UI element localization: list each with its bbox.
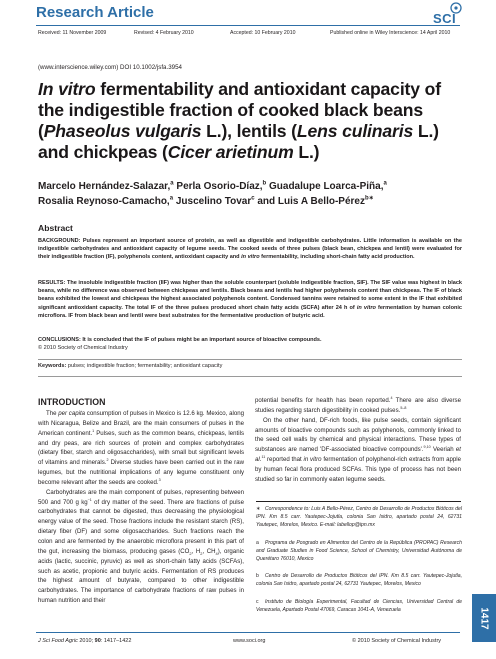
reference-mark[interactable]: 5–8 xyxy=(400,405,407,410)
reference-mark[interactable]: 1 xyxy=(92,428,95,433)
footer-website[interactable]: www.soci.org xyxy=(233,638,266,644)
section-label: BACKGROUND: xyxy=(38,238,81,244)
footnote-correspondence xyxy=(256,506,462,530)
revised-date: Revised: 4 February 2010 xyxy=(134,30,194,36)
journal-volume: 90 xyxy=(94,638,101,644)
subscript: 4 xyxy=(215,551,218,557)
footer-citation xyxy=(38,638,131,644)
footnote-rule xyxy=(256,501,461,502)
affiliation-mark: b∗ xyxy=(364,195,374,202)
journal-pages: : 1417–1422 xyxy=(100,638,132,644)
section-label: Research Article xyxy=(36,4,154,21)
title-part: L.) and chickpeas ( xyxy=(38,121,439,162)
title-part: L.) xyxy=(293,142,320,162)
footnote-text: Correspondence to: Luis A Bello-Pérez, Centro de Desarrollo de Productos Bióticos del IPN. Km 8.5 carr. Yautepec-Jojutla, colonia San Isidro, apartado postal 24, 62731 Yautepec, Morelos, Mexico. E-mail: labellop@ipn.mx xyxy=(256,506,462,528)
body-text: reported that xyxy=(265,456,304,464)
subscript: 2 xyxy=(189,551,192,557)
abstract-copyright: © 2010 Society of Chemical Industry xyxy=(38,345,128,351)
body-text: per capita xyxy=(58,410,86,417)
keywords-line xyxy=(38,363,222,369)
keywords-rule-top xyxy=(38,359,462,360)
body-text: fermentation of polyphenol-rich extracts from apple by human fecal flora produced SCFAs. This type of process has not been studied so far in commonly eaten legume seeds. xyxy=(255,456,461,483)
logo-text: SCI xyxy=(433,11,457,26)
footnote-mark: a xyxy=(256,540,259,546)
body-text: Carbohydrates are the main component of pulses, representing between 500 and 700 g kg xyxy=(38,488,244,506)
abstract-text: fermentability, including short-chain fatty acid production. xyxy=(259,254,415,261)
introduction-heading: INTRODUCTION xyxy=(38,397,106,407)
unit-exponent: −1 xyxy=(87,497,92,502)
title-part: In vitro xyxy=(38,79,96,99)
abstract-background xyxy=(38,237,462,262)
journal-year: 2010; xyxy=(77,638,95,644)
affiliation-mark: a xyxy=(170,180,174,187)
footer-rule xyxy=(36,632,460,633)
body-text: , H xyxy=(191,547,201,555)
footnote-text: Centro de Desarrollo de Productos Bióticos del IPN. Km 8.5 carr. Yautepec-Jojutla, colonia San Isidro, apartado postal 24, 62731 Yautepec, Morelos, Mexico xyxy=(256,573,462,587)
body-text: consumption of pulses in Mexico is 12.6 kg. Mexico, along with Nicaragua, Belize and Brazil, are the main consumers of pulses in the American continent. xyxy=(38,410,244,437)
footnote-affiliation-a xyxy=(256,540,462,564)
body-text: of dry matter of the seed. There are fractions of pulse carbohydrates that cannot be digested, thus decreasing the physiological energy value of the seed. Those fractions include the resistant starch (RS), dietary fiber (DF) and some oligosaccharides. Such fractions reach the colon and are fermented by the anaerobic microflora present in this part of the gut, increasing the biomass, producing gases (CO xyxy=(38,498,244,555)
intro-paragraph-2 xyxy=(38,488,244,606)
body-text: Diverse studies have been carried out in the raw legumes, but the nutritional implications of any legume constituent only become relevant after the seeds are cooked. xyxy=(38,459,244,486)
intro-paragraph-3 xyxy=(255,396,461,416)
abstract-conclusions xyxy=(38,336,462,344)
intro-paragraph-1 xyxy=(38,409,244,488)
footnote-mark: c xyxy=(256,599,259,605)
article-title xyxy=(38,79,468,163)
section-label: RESULTS: xyxy=(38,280,66,286)
keywords-label: Keywords: xyxy=(38,363,67,369)
abstract-text: It is concluded that the IF of pulses might be an important source of bioactive compounds. xyxy=(80,337,322,343)
reference-mark[interactable]: 2 xyxy=(106,458,109,463)
title-part: Lens culinaris xyxy=(296,121,414,141)
affiliation-mark: c xyxy=(251,195,255,202)
body-text: The xyxy=(46,410,59,417)
reference-mark[interactable]: 3 xyxy=(158,477,161,482)
body-column-left xyxy=(38,409,244,606)
page-number: 1417 xyxy=(478,606,490,630)
affiliation-mark: b xyxy=(262,180,267,187)
footnote-text: Instituto de Biología Experimental, Facultad de Ciencias, Universidad Central de Venezuela, Apartado Postal 47069, Caracas 1041-A, Venezuela xyxy=(256,599,462,613)
title-part: L.), lentils ( xyxy=(201,121,297,141)
page-number-wrapper xyxy=(472,594,496,642)
body-text: On the other hand, DF-rich foods, like pulse seeds, contain significant amounts of bioactive compounds such as polyphenols, commonly linked to the seed cell walls by chemical and physical interactions. These types of substances are named 'DF-associated bioactive compounds'. xyxy=(255,416,461,454)
header-rule xyxy=(36,25,460,26)
body-text: in vitro xyxy=(303,456,322,464)
footnote-text: Programa de Posgrado en Alimentos del Centro de la República (PROPAC) Research and Graduate Studies in Food Science, School of Chemistry, Universidad Autónoma de Querétaro 76010, Mexico xyxy=(256,540,462,562)
accepted-date: Accepted: 10 February 2010 xyxy=(230,30,296,36)
intro-paragraph-4 xyxy=(255,416,461,485)
abstract-text: in vitro xyxy=(241,254,260,261)
abstract-text: in vitro xyxy=(356,304,376,311)
author-name: Perla Osorio-Díaz, xyxy=(173,181,263,192)
doi-line: (www.interscience.wiley.com) DOI 10.1002/jsfa.3954 xyxy=(38,64,182,71)
reference-mark[interactable]: 4 xyxy=(390,395,393,400)
title-part: Cicer arietinum xyxy=(167,142,294,162)
title-part: Phaseolus vulgaris xyxy=(43,121,202,141)
abstract-text: fermentation by human colonic microflora. IF from black bean and lentil were best substrates for the fermentative production of butyric acid. xyxy=(38,304,462,319)
body-column-right xyxy=(255,396,461,485)
reference-mark[interactable]: 9,10 xyxy=(423,445,431,450)
page-number-tab xyxy=(472,594,496,642)
footnote-affiliation-b xyxy=(256,573,462,589)
keywords-rule-bottom xyxy=(38,376,462,377)
body-text: et al. xyxy=(255,446,461,464)
abstract-heading: Abstract xyxy=(38,223,73,233)
body-text: There are also diverse studies regarding starch digestibility in cooked pulses. xyxy=(255,397,461,414)
author-name: and Luis A Bello-Pérez xyxy=(254,195,365,207)
footnote-mark: ∗ xyxy=(256,506,261,512)
abstract-text: The insoluble indigestible fraction (IIF) was higher than the soluble counterpart (soluble indigestible fraction, SIF). The SIF value was highest in black beans, while no difference was observed between chickpeas and lentils. Black beans and lentils had higher polyphenols content than chickpeas. The IF of black beans exhibited the lowest and chickpeas the highest associated polyphenols content. Condensed tannins were retained to some extent in the IF that exhibited significant antioxidant capacity. The total IF of the three pulses produced short chain fatty acids (SCFA) after 24 h of xyxy=(38,280,462,311)
published-date: Published online in Wiley Interscience: 14 April 2010 xyxy=(330,30,451,36)
body-text: potential benefits for health has been reported. xyxy=(255,397,391,404)
author-list xyxy=(38,180,468,209)
author-name: Guadalupe Loarca-Piña, xyxy=(266,181,384,192)
body-text: ), organic acids (lactic, succinic, pyruvic) as well as short-chain fatty acids (SCFAs), such as acetic, propionic and butyric acids. Fermentation of RS produces the highest amount of butyrate, compared to other indigestible carbohydrates. The importance of carbohydrate fractions of raw pulses in human nutrition and their xyxy=(38,547,244,605)
received-date: Received: 11 November 2009 xyxy=(38,30,107,36)
footer-copyright: © 2010 Society of Chemical Industry xyxy=(352,638,442,644)
affiliation-mark: a xyxy=(169,195,174,202)
abstract-results xyxy=(38,279,462,320)
reference-mark[interactable]: 11 xyxy=(261,455,266,460)
journal-name: J Sci Food Agric xyxy=(38,638,78,644)
title-part: fermentability and antioxidant capacity of the indigestible fraction of cooked black beans ( xyxy=(38,79,441,141)
keywords-text: pulses; indigestible fraction; fermentability; antioxidant capacity xyxy=(66,363,223,369)
footnote-affiliation-c xyxy=(256,599,462,615)
affiliation-mark: a xyxy=(383,180,387,187)
author-name: Juscelino Tovar xyxy=(173,195,252,207)
abstract-text: Pulses represent an important source of protein, as well as digestible and indigestible carbohydrates. Little information is available on the indigestible carbohydrates and antioxidant capacity of legume seeds. The cooked seeds of three pulses (black bean, chickpea and lentil) were evaluated for their indigestible fraction (IF), polyphenols content, antioxidant capacity and xyxy=(38,238,462,261)
author-name: Rosalia Reynoso-Camacho, xyxy=(38,195,170,207)
subscript: 2 xyxy=(200,551,203,557)
body-text: Veeriah xyxy=(430,446,456,454)
body-text: , CH xyxy=(202,547,216,555)
footnote-mark: b xyxy=(256,573,259,579)
section-label: CONCLUSIONS: xyxy=(38,337,81,343)
author-name: Marcelo Hernández-Salazar, xyxy=(38,181,171,192)
body-text: Pulses, such as the common beans, chickpeas, lentils and dry peas, are rich sources of protein and complex carbohydrates (dietary fiber, starch and oligosaccharides), with small but significant levels of vitamins and minerals. xyxy=(38,429,245,467)
